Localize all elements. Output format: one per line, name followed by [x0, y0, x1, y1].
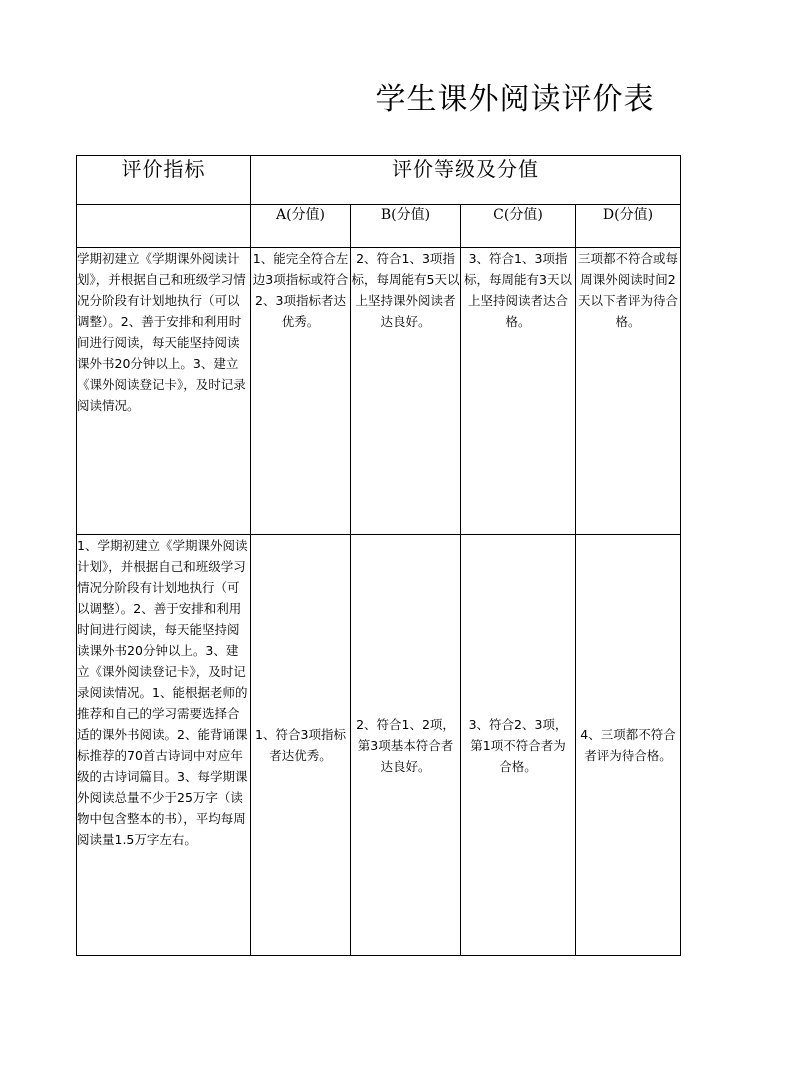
- table-header-row-sub: [77, 205, 681, 248]
- evaluation-table: [76, 155, 681, 956]
- header-grade-a: A(分值): [251, 205, 351, 248]
- table-header-row-main: [77, 156, 681, 205]
- header-grade-b: B(分值): [351, 205, 461, 248]
- page-title: 学生课外阅读评价表: [375, 82, 655, 117]
- header-grade-d: D(分值): [576, 205, 681, 248]
- cell-grade-a: 1、能完全符合左边3项指标或符合2、3项指标者达优秀。: [251, 248, 351, 535]
- cell-grade-b: 2、符合1、3项指标，每周能有5天以上坚持课外阅读者达良好。: [351, 248, 461, 535]
- header-grade-c: C(分值): [461, 205, 576, 248]
- table-row: [77, 535, 681, 956]
- cell-criteria: 学期初建立《学期课外阅读计划》，并根据自己和班级学习情况分阶段有计划地执行（可以调整）。2、善于安排和利用时间进行阅读，每天能坚持阅读课外书20分钟以上。3、建立《课外阅读登记卡》，及时记录阅读情况。: [77, 248, 251, 535]
- cell-grade-b: 2、符合1、2项，第3项基本符合者达良好。: [351, 535, 461, 956]
- cell-grade-d: 三项都不符合或每周课外阅读时间2天以下者评为待合格。: [576, 248, 681, 535]
- cell-grade-d: 4、三项都不符合者评为待合格。: [576, 535, 681, 956]
- cell-grade-a: 1、符合3项指标者达优秀。: [251, 535, 351, 956]
- header-spacer: [77, 205, 251, 248]
- cell-grade-c: 3、符合2、3项，第1项不符合者为合格。: [461, 535, 576, 956]
- cell-criteria: 1、学期初建立《学期课外阅读计划》，并根据自己和班级学习情况分阶段有计划地执行（可以调整）。2、善于安排和利用时间进行阅读，每天能坚持阅读课外书20分钟以上。3、建立《课外阅读登记卡》，及时记录阅读情况。1、能根据老师的推荐和自己的学习需要选择合适的课外书阅读。2、能背诵课标推荐的70首古诗词中对应年级的古诗词篇目。3、每学期课外阅读总量不少于25万字（读物中包含整本的书），平均每周阅读量1.5万字左右。: [77, 535, 251, 956]
- header-criteria: 评价指标: [77, 156, 251, 205]
- header-grades: 评价等级及分值: [251, 156, 681, 205]
- cell-grade-c: 3、符合1、3项指标，每周能有3天以上坚持阅读者达合格。: [461, 248, 576, 535]
- table-row: [77, 248, 681, 535]
